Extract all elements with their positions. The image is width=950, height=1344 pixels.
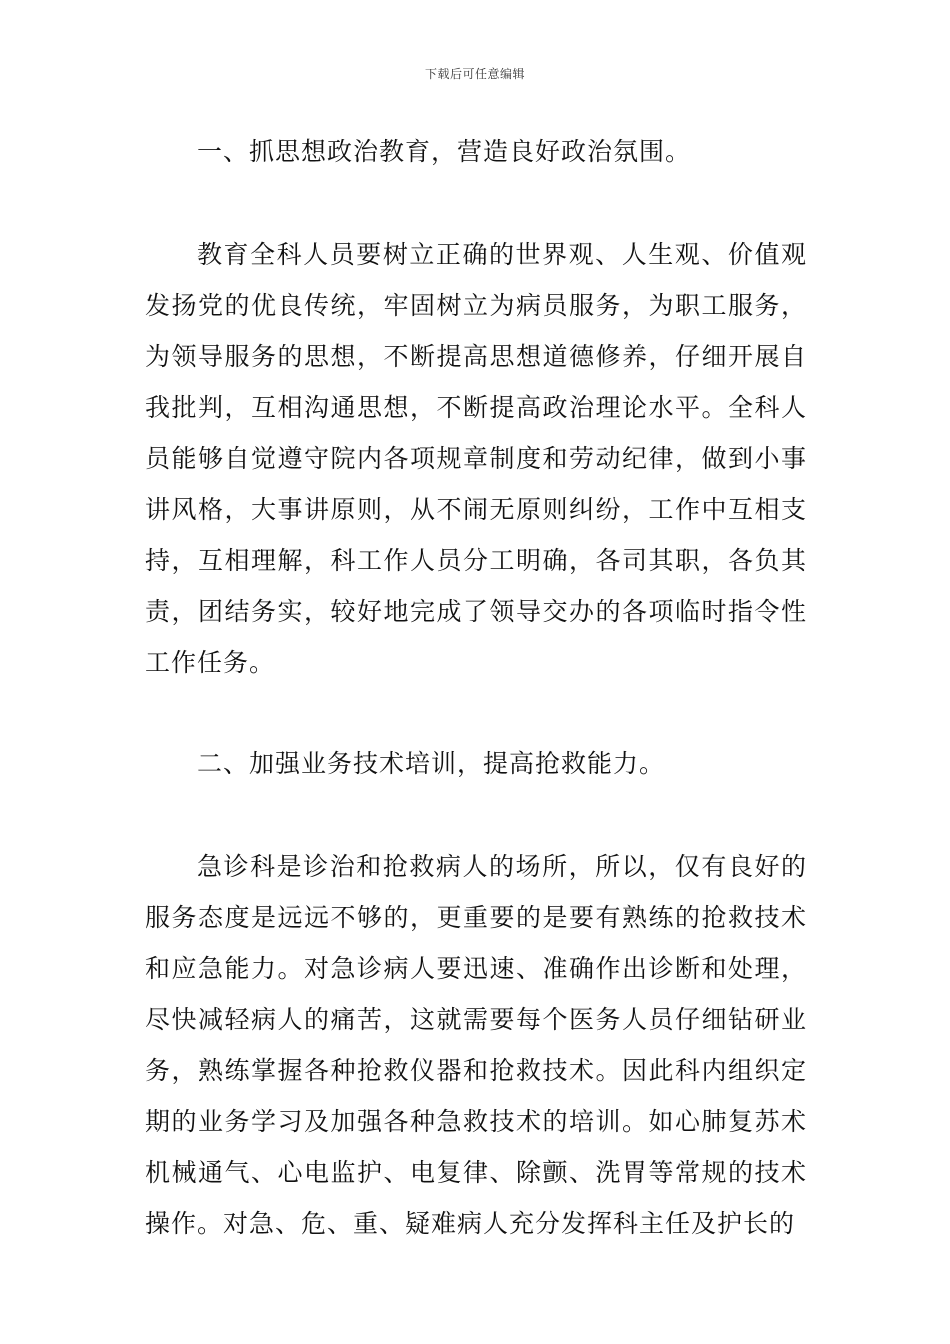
spacer xyxy=(145,789,807,841)
section-paragraph-1: 教育全科人员要树立正确的世界观、人生观、价值观发扬党的优良传统，牢固树立为病员服务，为职工服务，为领导服务的思想，不断提高思想道德修养，仔细开展自我批判，互相沟通思想，不断提高政治理论水平。全科人员能够自觉遵守院内各项规章制度和劳动纪律，做到小事讲风格，大事讲原则，从不闹无原则纠纷，工作中互相支持，互相理解，科工作人员分工明确，各司其职，各负其责，团结务实，较好地完成了领导交办的各项临时指令性工作任务。 xyxy=(145,240,807,677)
spacer xyxy=(145,177,807,229)
section-heading-1: 一、抓思想政治教育，营造良好政治氛围。 xyxy=(197,137,692,166)
section-paragraph-2: 急诊科是诊治和抢救病人的场所，所以，仅有良好的服务态度是远远不够的，更重要的是要有熟练的抢救技术和应急能力。对急诊病人要迅速、准确作出诊断和处理，尽快减轻病人的痛苦，这就需要每个医务人员仔细钻研业务，熟练掌握各种抢救仪器和抢救技术。因此科内组织定期的业务学习及加强各种急救技术的培训。如心肺复苏术机械通气、心电监护、电复律、除颤、洗胃等常规的技术操作。对急、危、重、疑难病人充分发挥科主任及护长的 xyxy=(145,852,807,1238)
section-heading-2: 二、加强业务技术培训，提高抢救能力。 xyxy=(197,749,666,778)
header-note: 下载后可任意编辑 xyxy=(424,67,525,81)
document-body xyxy=(145,127,807,1249)
spacer xyxy=(145,688,807,739)
